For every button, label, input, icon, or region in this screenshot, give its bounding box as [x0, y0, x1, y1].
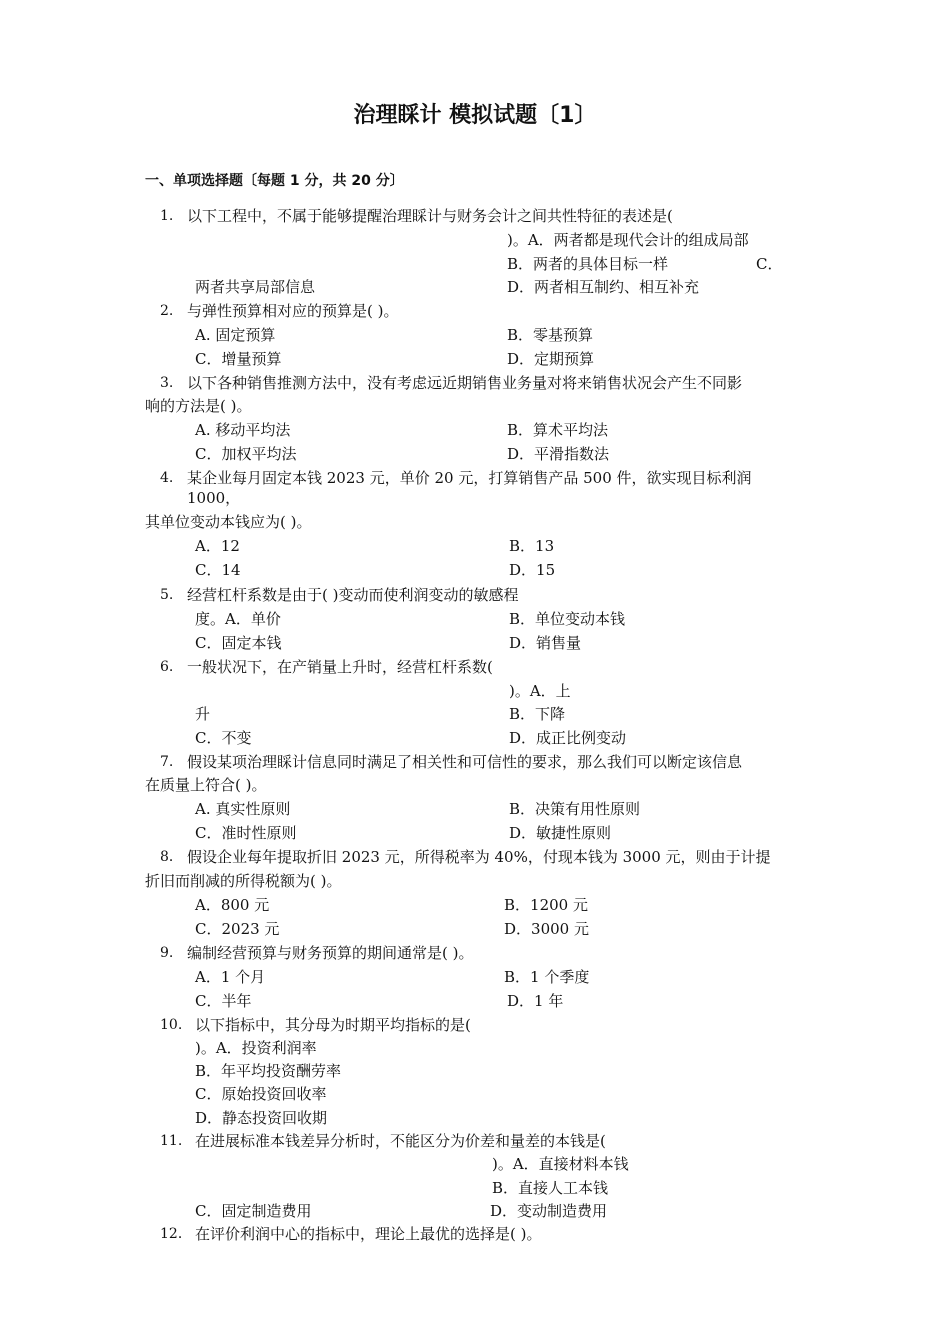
q2-option-a: A. 固定预算 [195, 326, 276, 344]
q8-option-c: C．2023 元 [195, 920, 280, 938]
q8-option-a: A．800 元 [195, 896, 270, 914]
q8-option-b: B．1200 元 [504, 896, 588, 914]
q3-option-b: B．算术平均法 [507, 421, 609, 439]
q6-stem: 一般状况下，在产销量上升时，经营杠杆系数( [187, 658, 493, 676]
q11-option-b: B．直接人工本钱 [492, 1179, 609, 1197]
q5-option-b: B．单位变动本钱 [509, 610, 626, 628]
q1-option-b: B．两者的具体目标一样 [507, 255, 669, 273]
q7-option-d: D．敏捷性原则 [509, 824, 612, 842]
q7-number: 7. [160, 754, 174, 770]
q6-option-a-text: 升 [195, 705, 211, 723]
q10-stem: 以下指标中，其分母为时期平均指标的是( [195, 1016, 471, 1034]
q8-stem-cont: 折旧而削减的所得税额为( )。 [145, 872, 342, 890]
q11-stem: 在进展标准本钱差异分析时，不能区分为价差和量差的本钱是( [195, 1132, 606, 1150]
q6-number: 6. [160, 659, 174, 675]
q7-option-b: B．决策有用性原则 [509, 800, 641, 818]
q6-option-b: B．下降 [509, 705, 566, 723]
q1-stem: 以下工程中，不属于能够提醒治理睬计与财务会计之间共性特征的表述是( [187, 207, 673, 225]
q2-option-b: B．零基预算 [507, 326, 594, 344]
q3-stem-cont: 响的方法是( )。 [145, 397, 252, 415]
q4-number: 4. [160, 470, 174, 486]
q10-option-b: B．年平均投资酬劳率 [195, 1062, 342, 1080]
section-heading: 一、单项选择题〔每题 1 分，共 20 分〕 [145, 173, 404, 189]
q7-option-c: C．准时性原则 [195, 824, 297, 842]
q11-option-a: )。A．直接材料本钱 [492, 1155, 629, 1173]
q6-option-d: D．成正比例变动 [509, 729, 627, 747]
q6-option-c: C．不变 [195, 729, 252, 747]
q1-number: 1. [160, 208, 174, 224]
q9-option-b: B．1 个季度 [504, 968, 590, 986]
q12-number: 12． [160, 1226, 192, 1242]
q5-stem: 经营杠杆系数是由于( )变动而使利润变动的敏感程 [187, 586, 519, 604]
q4-option-a: A．12 [195, 537, 240, 555]
q9-stem: 编制经营预算与财务预算的期间通常是( )。 [187, 944, 474, 962]
q9-option-d: D．1 年 [507, 992, 564, 1010]
q12-stem: 在评价利润中心的指标中，理论上最优的选择是( )。 [195, 1225, 542, 1243]
q4-stem: 某企业每月固定本钱 2023 元，单价 20 元，打算销售产品 500 件，欲实现目标利润 [187, 469, 752, 487]
q3-number: 3. [160, 375, 174, 391]
q1-option-d: D．两者相互制约、相互补充 [507, 278, 700, 296]
q7-option-a: A. 真实性原则 [195, 800, 291, 818]
page-title: 治理睬计 模拟试题〔1〕 [353, 103, 597, 128]
q10-option-a: )。A．投资利润率 [195, 1039, 317, 1057]
q8-option-d: D．3000 元 [504, 920, 589, 938]
q1-option-c-text: 两者共享局部信息 [195, 278, 316, 296]
q5-option-c: C．固定本钱 [195, 634, 282, 652]
q3-option-c: C．加权平均法 [195, 445, 297, 463]
q3-stem: 以下各种销售推测方法中，没有考虑远近期销售业务量对将来销售状况会产生不同影 [187, 374, 743, 392]
q9-option-a: A．1 个月 [195, 968, 266, 986]
q4-option-b: B．13 [509, 537, 555, 555]
q9-number: 9. [160, 945, 174, 961]
q2-option-c: C．增量预算 [195, 350, 282, 368]
q5-number: 5. [160, 587, 174, 603]
q3-option-d: D．平滑指数法 [507, 445, 610, 463]
q11-option-d: D．变动制造费用 [490, 1202, 608, 1220]
q10-option-d: D．静态投资回收期 [195, 1109, 328, 1127]
q1-option-c: C． [756, 255, 783, 273]
q6-option-a: )。A．上 [509, 682, 571, 700]
q8-number: 8． [160, 849, 183, 865]
q9-option-c: C．半年 [195, 992, 252, 1010]
q10-option-c: C．原始投资回收率 [195, 1085, 327, 1103]
q11-number: 11. [160, 1133, 183, 1149]
q7-stem-cont: 在质量上符合( )。 [145, 776, 267, 794]
q3-option-a: A. 移动平均法 [195, 421, 291, 439]
q4-stem-cont: 1000， [187, 489, 241, 507]
q10-number: 10. [160, 1017, 183, 1033]
q4-stem-cont2: 其单位变动本钱应为( )。 [145, 513, 312, 531]
q2-option-d: D．定期预算 [507, 350, 595, 368]
q5-option-a: 度。A．单价 [195, 610, 281, 628]
q2-number: 2. [160, 303, 174, 319]
q1-option-a: )。A．两者都是现代会计的组成局部 [507, 231, 749, 249]
q7-stem: 假设某项治理睬计信息同时满足了相关性和可信性的要求，那么我们可以断定该信息 [187, 753, 743, 771]
q4-option-d: D．15 [509, 561, 556, 579]
q4-option-c: C．14 [195, 561, 241, 579]
q2-stem: 与弹性预算相对应的预算是( )。 [187, 302, 399, 320]
q11-option-c: C．固定制造费用 [195, 1202, 312, 1220]
q5-option-d: D．销售量 [509, 634, 582, 652]
q8-stem: 假设企业每年提取折旧 2023 元，所得税率为 40%，付现本钱为 3000 元，则由于计提 [187, 848, 771, 866]
